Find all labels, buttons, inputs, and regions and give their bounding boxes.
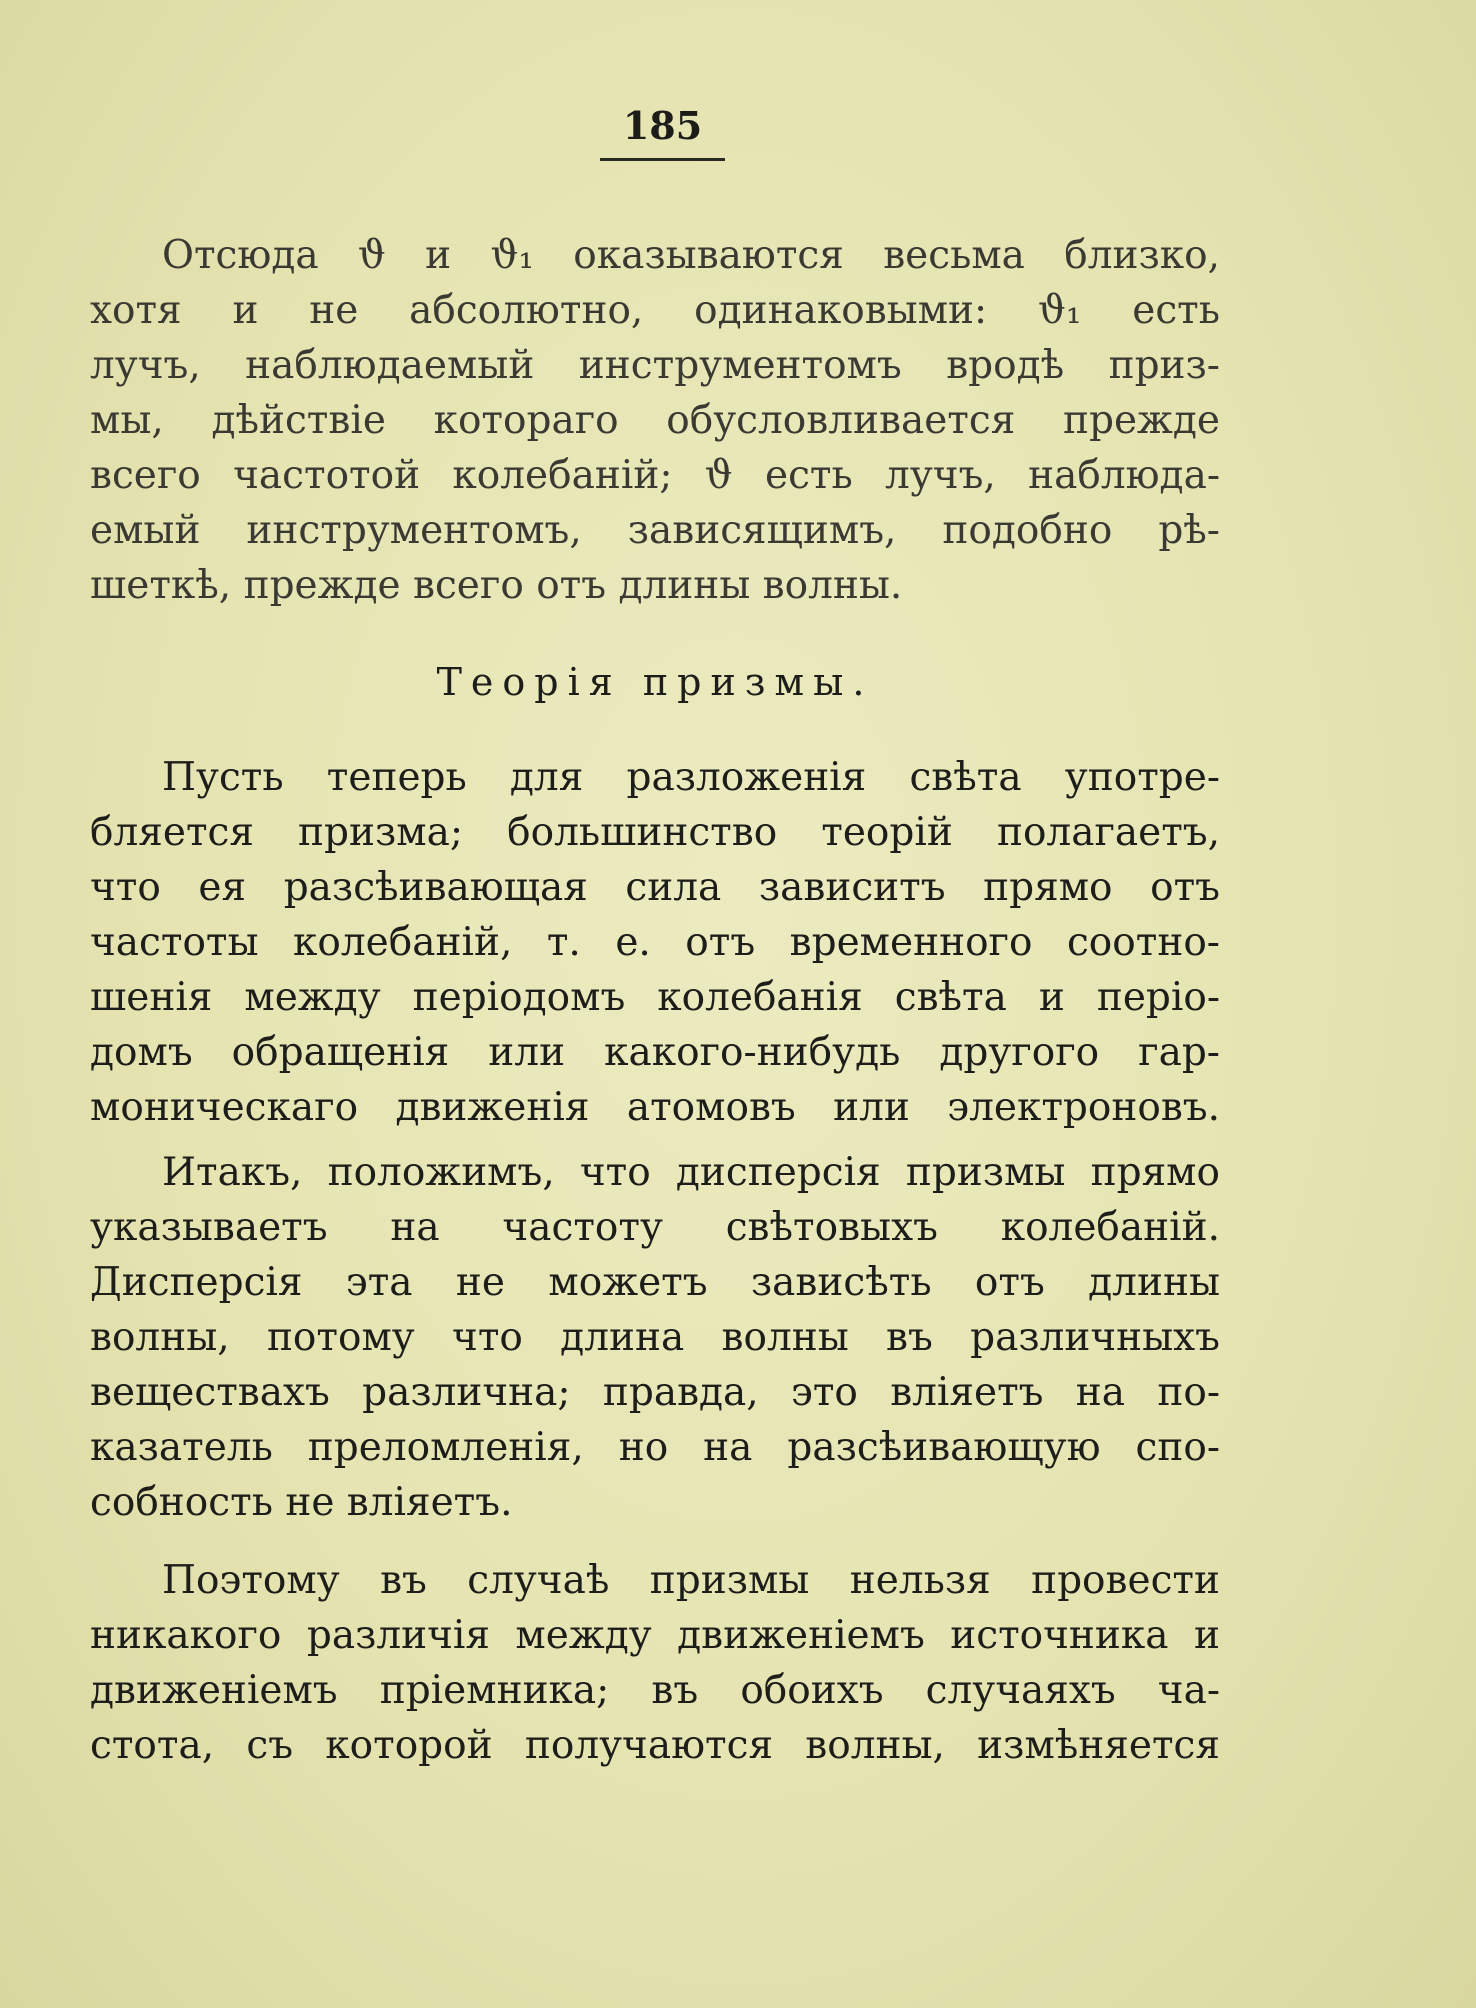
paragraph-1-line-7: шеткѣ, прежде всего отъ длины волны. [90, 563, 903, 608]
paragraph-3-line-2: указываетъ на частоту свѣтовыхъ колебаній. [90, 1205, 1220, 1250]
paragraph-4-line-3: движеніемъ пріемника; въ обоихъ случаяхъ ча- [90, 1668, 1220, 1713]
paragraph-2-line-4: частоты колебаній, т. е. отъ временного соотно- [90, 920, 1220, 965]
paragraph-3-line-4: волны, потому что длина волны въ различныхъ [90, 1315, 1220, 1360]
paragraph-1-line-2: хотя и не абсолютно, одинаковыми: ϑ₁ есть [90, 288, 1220, 333]
paragraph-2-line-6: домъ обращенія или какого-нибудь другого гар- [90, 1030, 1220, 1075]
paragraph-1-line-5: всего частотой колебаній; ϑ есть лучъ, наблюда- [90, 453, 1220, 498]
paragraph-3-line-5: веществахъ различна; правда, это вліяетъ на по- [90, 1370, 1220, 1415]
paragraph-1-line-4: мы, дѣйствіе котораго обусловливается прежде [90, 398, 1220, 443]
paragraph-3-line-3: Дисперсія эта не можетъ зависѣть отъ длины [90, 1260, 1220, 1305]
paragraph-1-line-1: Отсюда ϑ и ϑ₁ оказываются весьма близко, [162, 233, 1220, 278]
paragraph-4-line-4: стота, съ которой получаются волны, измѣняется [90, 1723, 1220, 1768]
paragraph-4-line-1: Поэтому въ случаѣ призмы нельзя провести [162, 1558, 1220, 1603]
page-number-rule [600, 158, 725, 161]
paragraph-1-line-3: лучъ, наблюдаемый инструментомъ вродѣ приз- [90, 343, 1220, 388]
page-number: 185 [622, 103, 703, 148]
paragraph-2-line-2: бляется призма; большинство теорій полагаетъ, [90, 810, 1220, 855]
paragraph-3-line-6: казатель преломленія, но на разсѣивающую спо- [90, 1425, 1220, 1470]
paragraph-3-line-1: Итакъ, положимъ, что дисперсія призмы прямо [162, 1150, 1220, 1195]
paragraph-2-line-7: моническаго движенія атомовъ или электроновъ. [90, 1085, 1220, 1130]
paragraph-2-line-1: Пусть теперь для разложенія свѣта употре- [162, 755, 1220, 800]
paragraph-1-line-6: емый инструментомъ, зависящимъ, подобно рѣ- [90, 508, 1220, 553]
paragraph-4-line-2: никакого различія между движеніемъ источника и [90, 1613, 1220, 1658]
paragraph-2-line-5: шенія между періодомъ колебанія свѣта и періо- [90, 975, 1220, 1020]
paragraph-2-line-3: что ея разсѣивающая сила зависитъ прямо отъ [90, 865, 1220, 910]
paragraph-3-line-7: собность не вліяетъ. [90, 1480, 513, 1525]
section-heading: Теорія призмы. [436, 660, 874, 704]
